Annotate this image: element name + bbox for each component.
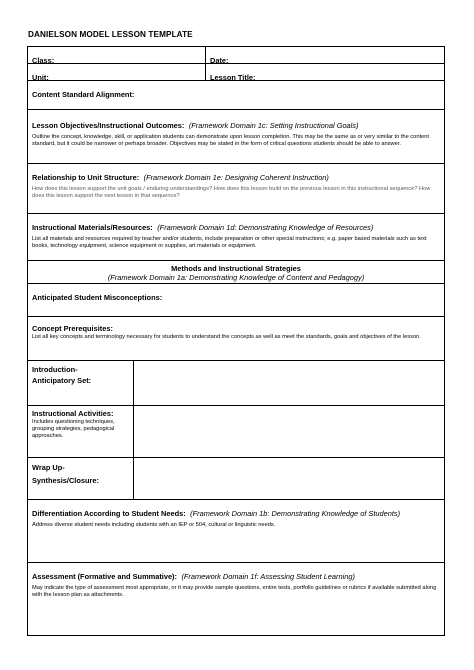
anticipatory-set-label: Anticipatory Set: — [32, 376, 92, 385]
misconceptions-label: Anticipated Student Misconceptions: — [32, 293, 163, 302]
closure-label-cell — [28, 458, 134, 499]
objectives-domain: (Framework Domain 1c: Setting Instructional Goals) — [188, 121, 359, 130]
unit-field[interactable] — [28, 64, 206, 80]
activities-row — [28, 406, 444, 458]
activities-label-cell — [28, 406, 134, 457]
misconceptions-section[interactable] — [28, 284, 444, 317]
lesson-title-field[interactable] — [206, 64, 444, 80]
assessment-domain: (Framework Domain 1f: Assessing Student Learning) — [181, 572, 355, 581]
materials-domain: (Framework Domain 1d: Demonstrating Knowledge of Resources) — [157, 223, 374, 232]
differentiation-section[interactable] — [28, 500, 444, 563]
lesson-title-label: Lesson Title: — [210, 73, 256, 81]
objectives-description: Outline the concept, knowledge, skill, or application students can demonstrate upon lesson completion. This may be the same as or very similar to the content standard, but it could be narrower or perhaps broader. Objectives may be stated in the form of critical questions students should be able to answer. — [32, 134, 429, 148]
differentiation-domain: (Framework Domain 1b: Demonstrating Knowledge of Students) — [190, 509, 401, 518]
standard-alignment-label: Content Standard Alignment: — [32, 90, 135, 99]
materials-section[interactable] — [28, 214, 444, 261]
closure-content-field[interactable] — [134, 458, 444, 499]
unit-structure-label: Relationship to Unit Structure: — [32, 173, 140, 182]
introduction-label-cell — [28, 361, 134, 405]
objectives-label: Lesson Objectives/Instructional Outcomes: — [32, 121, 185, 130]
wrap-up-label: Wrap Up- — [32, 463, 65, 472]
differentiation-label: Differentiation According to Student Needs: — [32, 509, 186, 518]
unit-structure-domain: (Framework Domain 1e: Designing Coherent Instruction) — [143, 173, 329, 182]
methods-label: Methods and Instructional Strategies — [171, 264, 301, 273]
activities-label: Instructional Activities: — [32, 409, 114, 418]
closure-row — [28, 458, 444, 500]
introduction-content-field[interactable] — [134, 361, 444, 405]
prerequisites-description: List all key concepts and terminology necessary for students to understand the concepts as well as meet the standards, goals and objectives of the lesson. — [32, 334, 421, 340]
unit-structure-section[interactable] — [28, 164, 444, 214]
materials-label: Instructional Materials/Resources: — [32, 223, 153, 232]
unit-structure-description: How does this lesson support the unit goals / enduring understandings? How does this lesson build on the previous lesson in this instructional sequence? How does this lesson support the next lesson in that sequence? — [32, 186, 431, 200]
document-title: DANIELSON MODEL LESSON TEMPLATE — [28, 30, 193, 39]
unit-title-row — [28, 64, 444, 81]
prerequisites-section[interactable] — [28, 317, 444, 361]
prerequisites-label: Concept Prerequisites: — [32, 324, 113, 333]
date-field[interactable] — [206, 47, 444, 63]
unit-label: Unit: — [32, 73, 49, 81]
assessment-description: May indicate the type of assessment most appropriate, or it may provide sample questions, entire tests, portfolio guidelines or rubrics if available submitted along with the lesson plan as attachments. — [32, 585, 437, 599]
class-label: Class: — [32, 56, 55, 64]
class-field[interactable] — [28, 47, 206, 63]
lesson-template-form — [27, 46, 445, 636]
assessment-label: Assessment (Formative and Summative): — [32, 572, 177, 581]
closure-label: Synthesis/Closure: — [32, 476, 99, 485]
standard-alignment-section[interactable] — [28, 81, 444, 110]
assessment-section[interactable] — [28, 563, 444, 635]
activities-description: Includes questioning techniques, grouping strategies, pedagogical approaches. — [32, 419, 115, 440]
methods-header — [28, 261, 444, 284]
differentiation-description: Address diverse student needs including students with an IEP or 504, cultural or linguistic needs. — [32, 522, 276, 528]
introduction-label: Introduction- — [32, 365, 78, 374]
activities-content-field[interactable] — [134, 406, 444, 457]
date-label: Date: — [210, 56, 229, 64]
objectives-section[interactable] — [28, 110, 444, 164]
methods-domain: (Framework Domain 1a: Demonstrating Knowledge of Content and Pedagogy) — [107, 273, 365, 282]
materials-description: List all materials and resources required by teacher and/or students, include preparation or other special instructions; e.g. paper based materials such as text books, technology equipment, science equipment or supplies, art materials or equipment. — [32, 236, 427, 250]
class-date-row — [28, 47, 444, 64]
introduction-row — [28, 361, 444, 406]
